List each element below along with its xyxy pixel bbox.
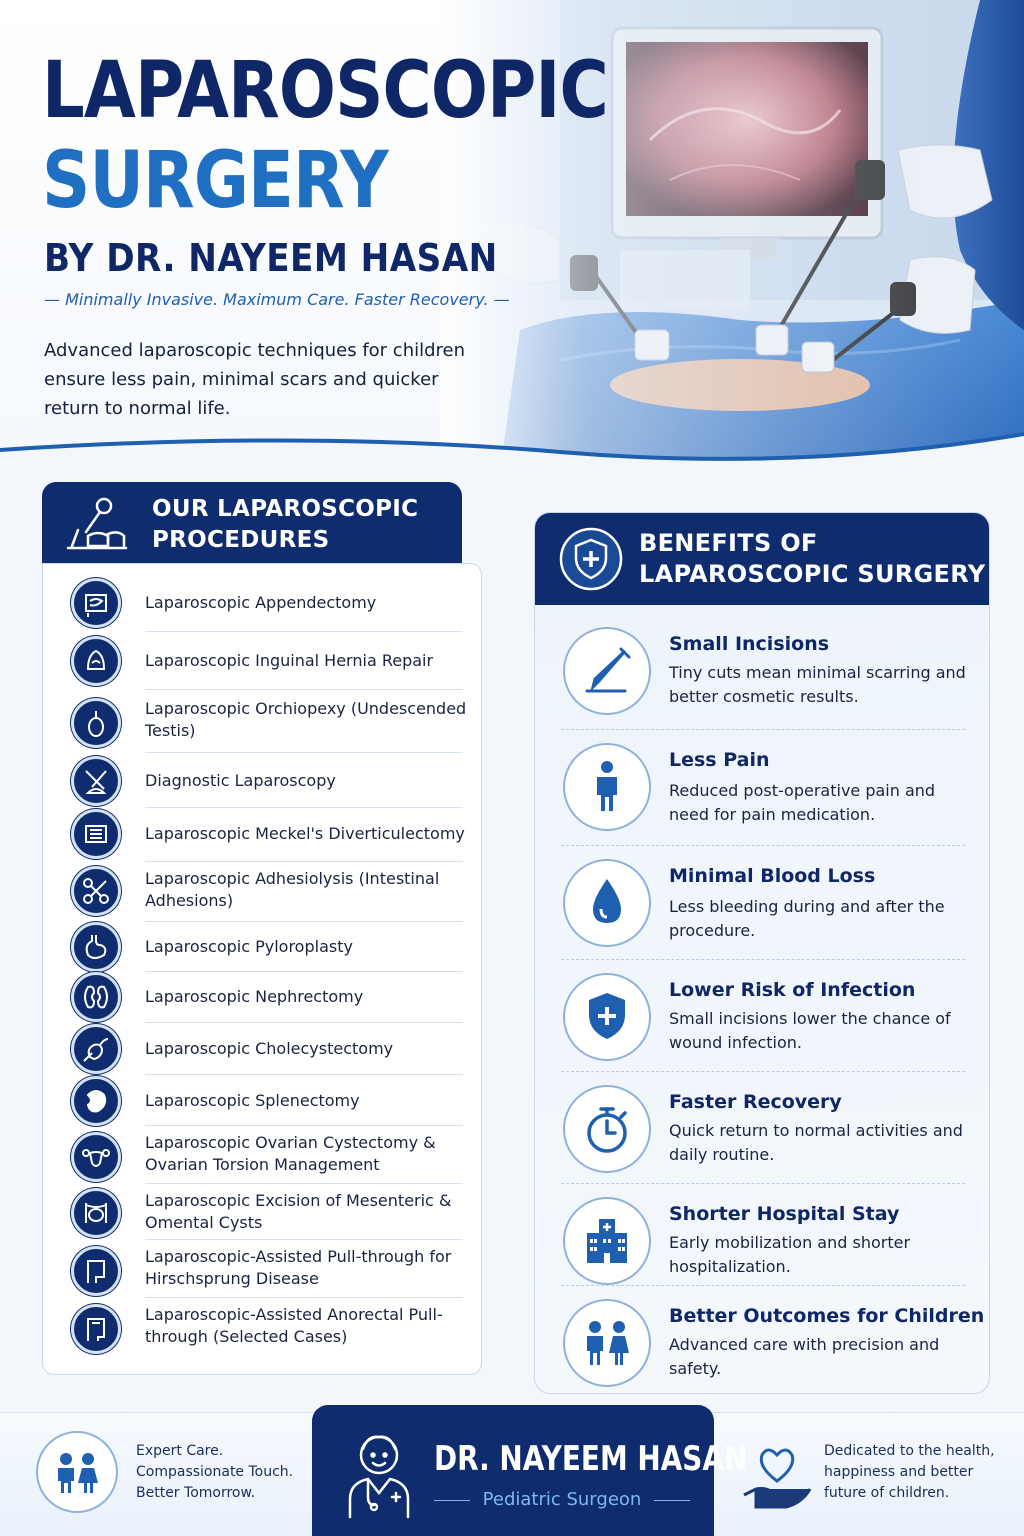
laparoscope-icon	[64, 494, 130, 552]
colon-icon	[71, 1246, 121, 1296]
procedure-label: Laparoscopic Adhesiolysis (Intestinal Adhesions)	[145, 869, 440, 910]
benefit-desc: Less bleeding during and after the procedure.	[669, 897, 945, 940]
title-line-1: LAPAROSCOPIC	[42, 46, 608, 136]
intestine-icon	[71, 578, 121, 628]
children-icon	[34, 1429, 120, 1515]
procedure-label: Laparoscopic Meckel's Diverticulectomy	[145, 824, 465, 843]
shield-plus-icon	[559, 527, 623, 591]
intro-text: Advanced laparoscopic techniques for children ensure less pain, minimal scars and quicker return to normal life.	[44, 340, 466, 419]
divider	[561, 845, 965, 846]
colon-icon	[71, 1304, 121, 1354]
procedure-label: Diagnostic Laparoscopy	[145, 771, 336, 790]
procedure-label: Laparoscopic Splenectomy	[145, 1091, 360, 1110]
benefit-title: Small Incisions	[669, 633, 830, 655]
benefit-desc: Quick return to normal activities and daily routine.	[669, 1121, 963, 1164]
footer-dedication: Dedicated to the health, happiness and better future of children.	[824, 1443, 995, 1501]
doctor-badge	[312, 1405, 748, 1536]
uterus-icon	[71, 1132, 121, 1182]
gallbladder-icon	[71, 1024, 121, 1074]
procedures-heading-line-2: PROCEDURES	[152, 527, 330, 553]
person-icon	[563, 743, 651, 831]
divider	[145, 921, 463, 922]
stopwatch-icon	[563, 1085, 651, 1173]
cyst-icon	[71, 1188, 121, 1238]
benefit-desc: Reduced post-operative pain and need for pain medication.	[669, 781, 936, 824]
procedures-list	[42, 563, 482, 1375]
heart-hand-icon	[740, 1437, 814, 1517]
divider	[561, 959, 965, 960]
benefit-title: Less Pain	[669, 749, 770, 771]
divider	[145, 752, 463, 753]
footer-motto-line-2: Compassionate Touch.	[136, 1464, 294, 1480]
benefit-title: Better Outcomes for Children	[669, 1305, 985, 1327]
benefit-title: Lower Risk of Infection	[669, 979, 916, 1001]
divider	[145, 689, 463, 690]
procedure-label: Laparoscopic Ovarian Cystectomy & Ovarian Torsion Management	[145, 1133, 436, 1174]
divider	[145, 1022, 463, 1023]
procedure-label: Laparoscopic Appendectomy	[145, 593, 377, 612]
procedure-label: Laparoscopic Orchiopexy (Undescended Testis)	[145, 699, 467, 740]
procedure-label: Laparoscopic Excision of Mesenteric & Omental Cysts	[145, 1191, 452, 1232]
procedure-label: Laparoscopic-Assisted Pull-through for Hirschsprung Disease	[145, 1247, 452, 1288]
scissors-icon	[71, 866, 121, 916]
shield-plus-icon	[563, 973, 651, 1061]
kidney-icon	[71, 972, 121, 1022]
benefit-desc: Small incisions lower the chance of wound infection.	[669, 1009, 951, 1052]
intestine-icon	[71, 809, 121, 859]
divider	[145, 971, 463, 972]
children-icon	[563, 1299, 651, 1387]
footer	[0, 1412, 1024, 1536]
benefits-heading-line-2: LAPAROSCOPIC SURGERY	[639, 560, 986, 588]
hernia-icon	[71, 636, 121, 686]
benefit-title: Minimal Blood Loss	[669, 865, 876, 887]
procedure-label: Laparoscopic Pyloroplasty	[145, 937, 353, 956]
hospital-icon	[563, 1197, 651, 1285]
footer-motto-line-1: Expert Care.	[136, 1443, 224, 1459]
blood-drop-icon	[563, 859, 651, 947]
divider	[145, 807, 463, 808]
procedure-label: Laparoscopic Inguinal Hernia Repair	[145, 651, 434, 670]
procedures-heading	[152, 494, 418, 556]
divider	[145, 1074, 463, 1075]
divider	[145, 1239, 463, 1240]
divider	[145, 1297, 463, 1298]
benefit-desc: Early mobilization and shorter hospitalization.	[669, 1233, 911, 1276]
procedure-label: Laparoscopic Cholecystectomy	[145, 1039, 394, 1058]
benefit-desc: Advanced care with precision and safety.	[669, 1335, 940, 1378]
benefits-heading-line-1: BENEFITS OF	[639, 529, 818, 557]
hero-section	[0, 0, 1024, 470]
doctor-name: DR. NAYEEM HASAN	[434, 1439, 748, 1479]
procedure-label: Laparoscopic-Assisted Anorectal Pull-through (Selected Cases)	[145, 1305, 443, 1346]
procedures-header	[42, 482, 462, 564]
stomach-icon	[71, 922, 121, 972]
divider	[145, 1183, 463, 1184]
spleen-icon	[71, 1076, 121, 1126]
procedure-label: Laparoscopic Nephrectomy	[145, 987, 364, 1006]
divider	[145, 861, 463, 862]
divider	[561, 1285, 965, 1286]
scalpel-icon	[563, 627, 651, 715]
divider	[561, 1183, 965, 1184]
doctor-role-wrap	[434, 1489, 690, 1513]
divider	[654, 1500, 690, 1501]
divider	[561, 729, 965, 730]
benefits-card	[534, 512, 990, 1394]
footer-motto	[136, 1441, 306, 1504]
doctor-icon	[342, 1423, 416, 1519]
title-line-2: SURGERY	[42, 136, 388, 226]
divider	[561, 1071, 965, 1072]
doctor-role: Pediatric Surgeon	[482, 1489, 642, 1510]
benefits-header	[535, 513, 990, 605]
testis-icon	[71, 698, 121, 748]
footer-motto-line-3: Better Tomorrow.	[136, 1485, 256, 1501]
procedures-heading-line-1: OUR LAPAROSCOPIC	[152, 496, 419, 522]
divider	[145, 631, 463, 632]
divider	[145, 1125, 463, 1126]
laparoscope-icon	[71, 756, 121, 806]
benefit-desc: Tiny cuts mean minimal scarring and better cosmetic results.	[669, 663, 966, 706]
title-line-3: BY DR. NAYEEM HASAN	[44, 236, 498, 280]
tagline: — Minimally Invasive. Maximum Care. Faster Recovery. —	[44, 290, 510, 309]
benefits-heading	[639, 528, 985, 590]
benefit-title: Shorter Hospital Stay	[669, 1203, 900, 1225]
benefit-title: Faster Recovery	[669, 1091, 842, 1113]
